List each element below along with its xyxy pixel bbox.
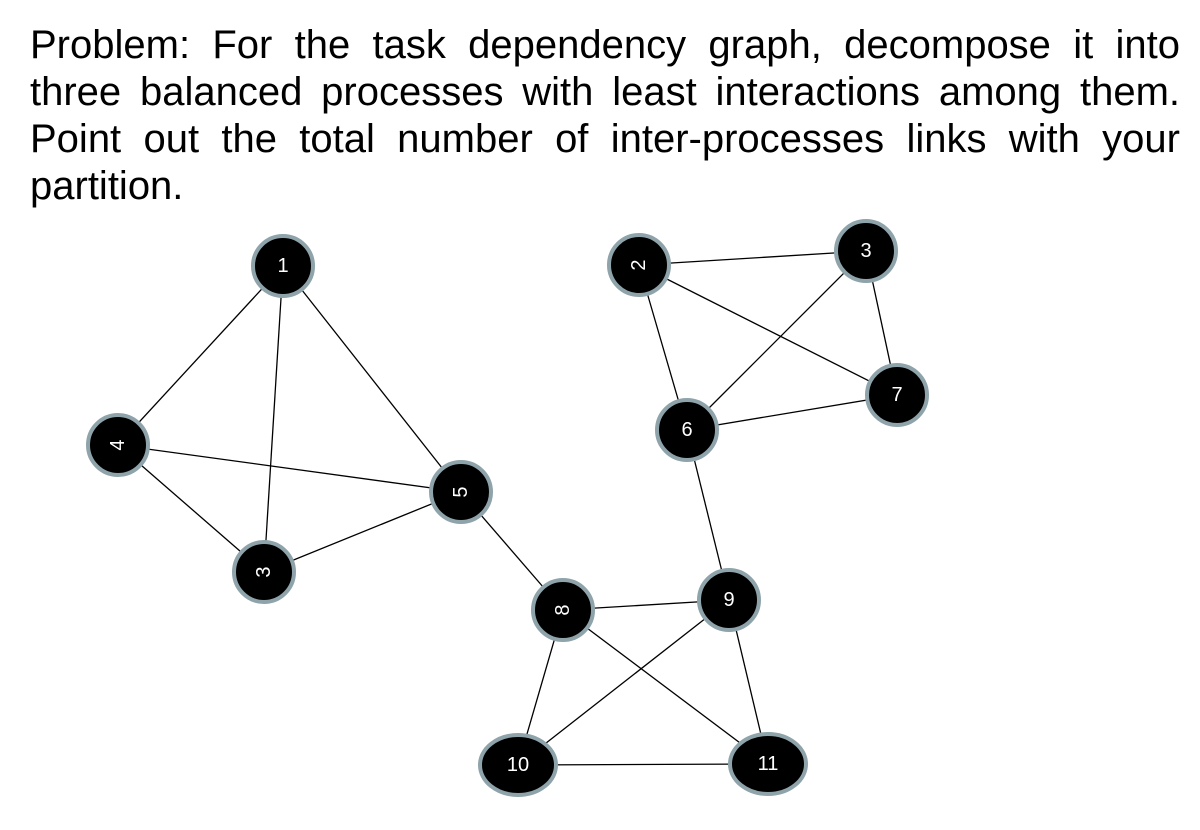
graph-node-n2 [609, 235, 669, 295]
problem-statement: Problem: For the task dependency graph, decompose it into three balanced processes with least interactions among them. Point out the total number of inter-processes links with your partition. [30, 23, 1180, 208]
graph-node-n3left [234, 542, 294, 602]
graph-node-n1 [253, 236, 313, 296]
edge-n3top-n6 [687, 251, 866, 430]
node-label: 3 [860, 240, 872, 262]
edge-n2-n3top [639, 251, 866, 265]
node-label: 4 [107, 439, 129, 451]
node-label: 1 [277, 255, 289, 277]
node-label: 7 [891, 384, 903, 406]
node-label: 6 [681, 419, 693, 441]
node-label: 11 [757, 753, 779, 775]
node-label: 2 [628, 259, 650, 271]
graph-node-n7 [867, 365, 927, 425]
graph-node-n3top [836, 221, 896, 281]
node-label: 5 [450, 486, 472, 498]
edge-n1-n5 [283, 266, 461, 492]
node-label: 9 [723, 589, 735, 611]
edge-n4-n5 [118, 445, 461, 492]
edge-n1-n4 [118, 266, 283, 445]
graph-node-n8 [533, 580, 593, 640]
node-label: 3 [253, 566, 275, 578]
graph-node-n5 [431, 462, 491, 522]
edges-layer [118, 251, 897, 765]
nodes-layer [88, 221, 927, 795]
edge-n2-n7 [639, 265, 897, 395]
graph-node-n10 [480, 735, 556, 795]
graph-node-n11 [730, 734, 806, 794]
graph-node-n6 [657, 400, 717, 460]
graph-node-n9 [699, 570, 759, 630]
edge-n1-n3left [264, 266, 283, 572]
node-label: 8 [552, 604, 574, 616]
graph-node-n4 [88, 415, 148, 475]
node-label: 10 [506, 754, 530, 776]
